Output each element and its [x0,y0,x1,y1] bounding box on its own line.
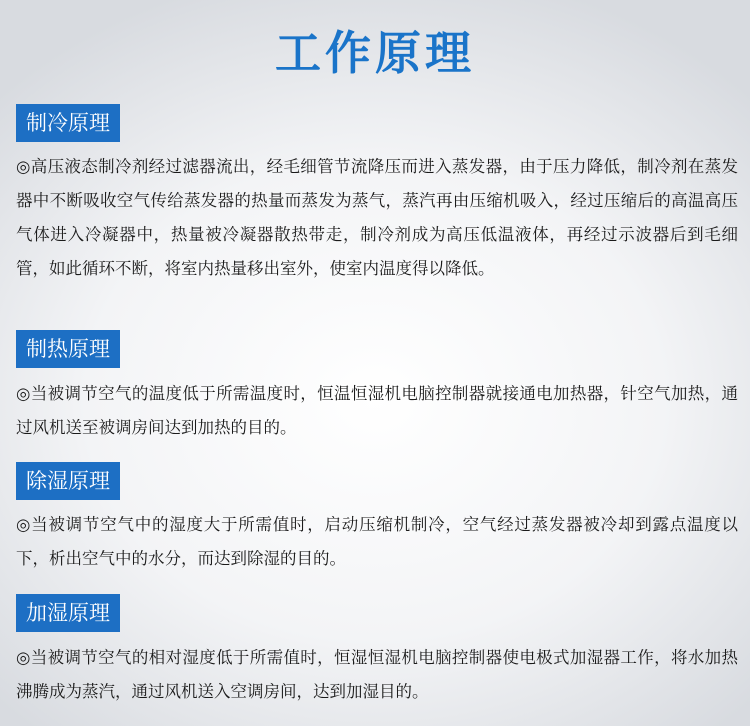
section-body-dehumidifying: ◎当被调节空气中的湿度大于所需值时，启动压缩机制冷，空气经过蒸发器被冷却到露点温度以下，析出空气中的水分，而达到除湿的目的。 [16,515,738,568]
section-heading-heating: 制热原理 [16,330,120,368]
section-heading-cooling: 制冷原理 [16,104,120,142]
section-heading-humidifying: 加湿原理 [16,594,120,632]
section-body-heating: ◎当被调节空气的温度低于所需温度时，恒温恒湿机电脑控制器就接通电加热器，针空气加热，通过风机送至被调房间达到加热的目的。 [16,384,738,437]
section-body-cooling: ◎高压液态制冷剂经过滤器流出，经毛细管节流降压而进入蒸发器，由于压力降低，制冷剂在蒸发器中不断吸收空气传给蒸发器的热量而蒸发为蒸气，蒸汽再由压缩机吸入，经过压缩后的高温高压气体进入冷凝器中，热量被冷凝器散热带走，制冷剂成为高压低温液体，再经过示波器后到毛细管，如此循环不断，将室内热量移出室外，使室内温度得以降低。 [16,157,738,278]
page-title: 工作原理 [275,26,475,80]
section-heading-dehumidifying: 除湿原理 [16,462,120,500]
section-body-humidifying: ◎当被调节空气的相对湿度低于所需值时，恒湿恒湿机电脑控制器使电极式加湿器工作，将水加热沸腾成为蒸汽，通过风机送入空调房间，达到加湿目的。 [16,648,738,701]
